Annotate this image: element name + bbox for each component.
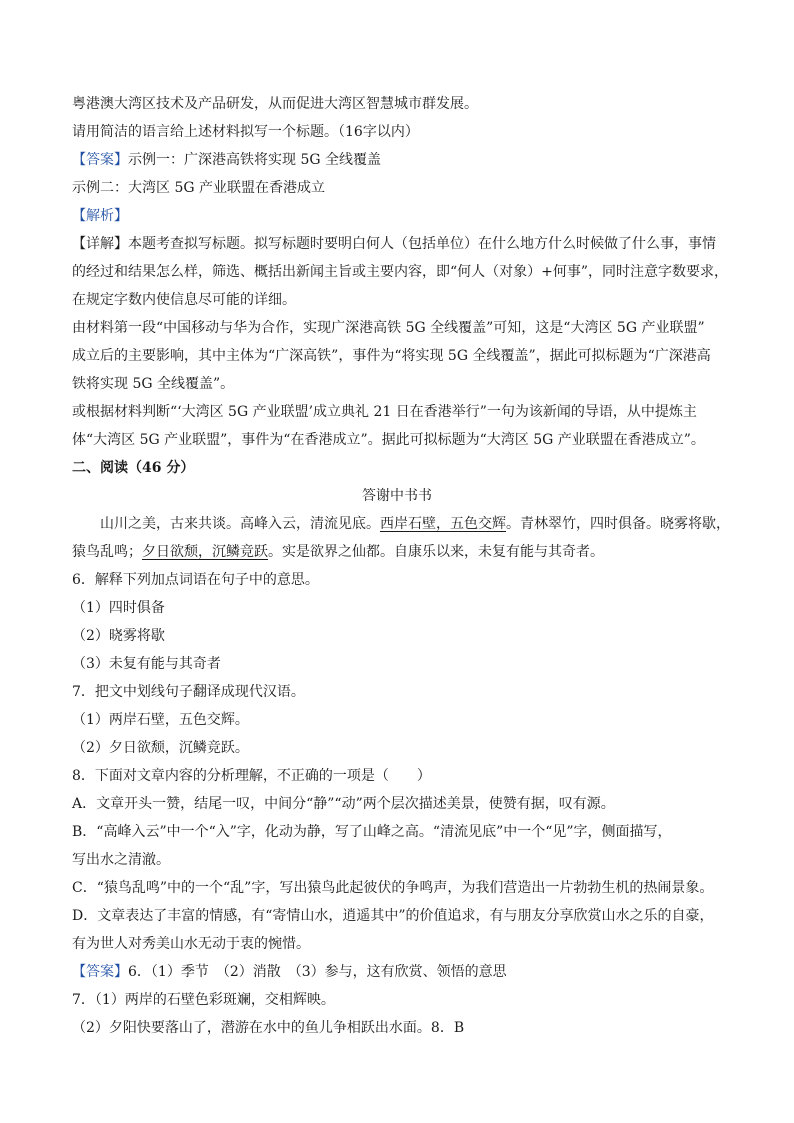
option-a: A．文章开头一赞，结尾一叹，中间分“静”“动”两个层次描述美景，使赞有据，叹有源。 (72, 796, 615, 812)
material-line: 粤港澳大湾区技术及产品研发，从而促进大湾区智慧城市群发展。 (72, 96, 478, 112)
detail-line-3: 在规定字数内使信息尽可能的详细。 (72, 292, 296, 308)
passage-line-2 (72, 542, 604, 562)
option-b-cont: 写出水之清澈。 (72, 852, 170, 868)
detail-line-5: 成立后的主要影响，其中主体为“广深高铁”，事件为“将实现 5G 全线覆盖”，据此可拟标题为“广深港高 (72, 348, 711, 364)
option-d: D．文章表达了丰富的情感，有“寄情山水，逍遥其中”的价值追求，有与朋友分享欣赏山水之乐的自豪， (72, 908, 714, 924)
passage-text: 。青林翠竹，四时俱备。晓雾将歇， (506, 516, 730, 532)
question-7: 7．把文中划线句子翻译成现代汉语。 (72, 684, 305, 700)
detail-line-4: 由材料第一段“中国移动与华为合作，实现广深港高铁 5G 全线覆盖”可知，这是“大湾区 5G 产业联盟” (72, 320, 705, 336)
answer-tag: 【答案】 (72, 964, 128, 980)
question-7-item: （1）两岸石壁，五色交辉。 (72, 712, 249, 728)
answer-line (72, 150, 381, 170)
question-6-item: （1）四时俱备 (72, 600, 165, 616)
answer-line (72, 962, 507, 982)
question-line: 请用简洁的语言给上述材料拟写一个标题。（16字以内） (72, 124, 419, 140)
passage-text: 猿鸟乱鸣； (72, 544, 142, 560)
question-7-item: （2）夕日欲颓，沉鳞竞跃。 (72, 740, 249, 756)
detail-text: 本题考查拟写标题。拟写标题时要明白何人（包括单位）在什么地方什么时候做了什么事，事情 (128, 236, 716, 252)
question-6-item: （2）晓雾将歇 (72, 628, 165, 644)
answer-7-2: （2）夕阳快要落山了，潜游在水中的鱼儿争相跃出水面。8．B (72, 1020, 465, 1036)
option-c: C．“猿鸟乱鸣”中的一个“乱”字，写出猿鸟此起彼伏的争鸣声，为我们营造出一片勃勃生机的热闹景象。 (72, 880, 714, 896)
question-8: 8．下面对文章内容的分析理解，不正确的一项是（ ） (72, 768, 431, 784)
detail-line-2: 的经过和结果怎么样，筛选、概括出新闻主旨或主要内容，即“何人（对象）+何事”，同时注意字数要求， (72, 264, 729, 280)
detail-line (72, 234, 716, 254)
question-6: 6．解释下列加点词语在句子中的意思。 (72, 572, 319, 588)
answer-example-2: 示例二：大湾区 5G 产业联盟在香港成立 (72, 180, 325, 196)
answer-text: 示例一：广深港高铁将实现 5G 全线覆盖 (128, 152, 381, 168)
passage-title: 答谢中书书 (362, 488, 432, 504)
answer-7-1: 7．（1）两岸的石壁色彩斑斓，交相辉映。 (72, 992, 335, 1008)
underlined-sentence: 西岸石壁，五色交辉 (380, 516, 506, 532)
passage-text: 山川之美，古来共谈。高峰入云，清流见底。 (100, 516, 380, 532)
option-b: B．“高峰入云”中一个“入”字，化动为静，写了山峰之高。“清流见底”中一个“见”字，侧面描写， (72, 824, 672, 840)
detail-line-6: 铁将实现 5G 全线覆盖”。 (72, 376, 235, 392)
answer-tag: 【答案】 (72, 152, 128, 168)
underlined-sentence: 夕日欲颓，沉鳞竞跃 (142, 544, 268, 560)
passage-text: 。实是欲界之仙都。自康乐以来，未复有能与其奇者。 (268, 544, 604, 560)
detail-line-8: 体“大湾区 5G 产业联盟”，事件为“在香港成立”。据此可拟标题为“大湾区 5G 产业联盟在香港成立”。 (72, 432, 705, 448)
passage-line-1 (100, 514, 730, 534)
answer-text: 6．（1）季节 （2）消散 （3）参与，这有欣赏、领悟的意思 (128, 964, 507, 980)
question-6-item: （3）未复有能与其奇者 (72, 656, 221, 672)
option-d-cont: 有为世人对秀美山水无动于衷的惋惜。 (72, 936, 310, 952)
analysis-tag: 【解析】 (72, 208, 128, 224)
detail-tag: 【详解】 (72, 236, 128, 252)
section-heading: 二、阅读（46 分） (72, 460, 195, 476)
detail-line-7: 或根据材料判断“‘大湾区 5G 产业联盟’成立典礼 21 日在香港举行”一句为该新闻的导语，从中提炼主 (72, 404, 697, 420)
